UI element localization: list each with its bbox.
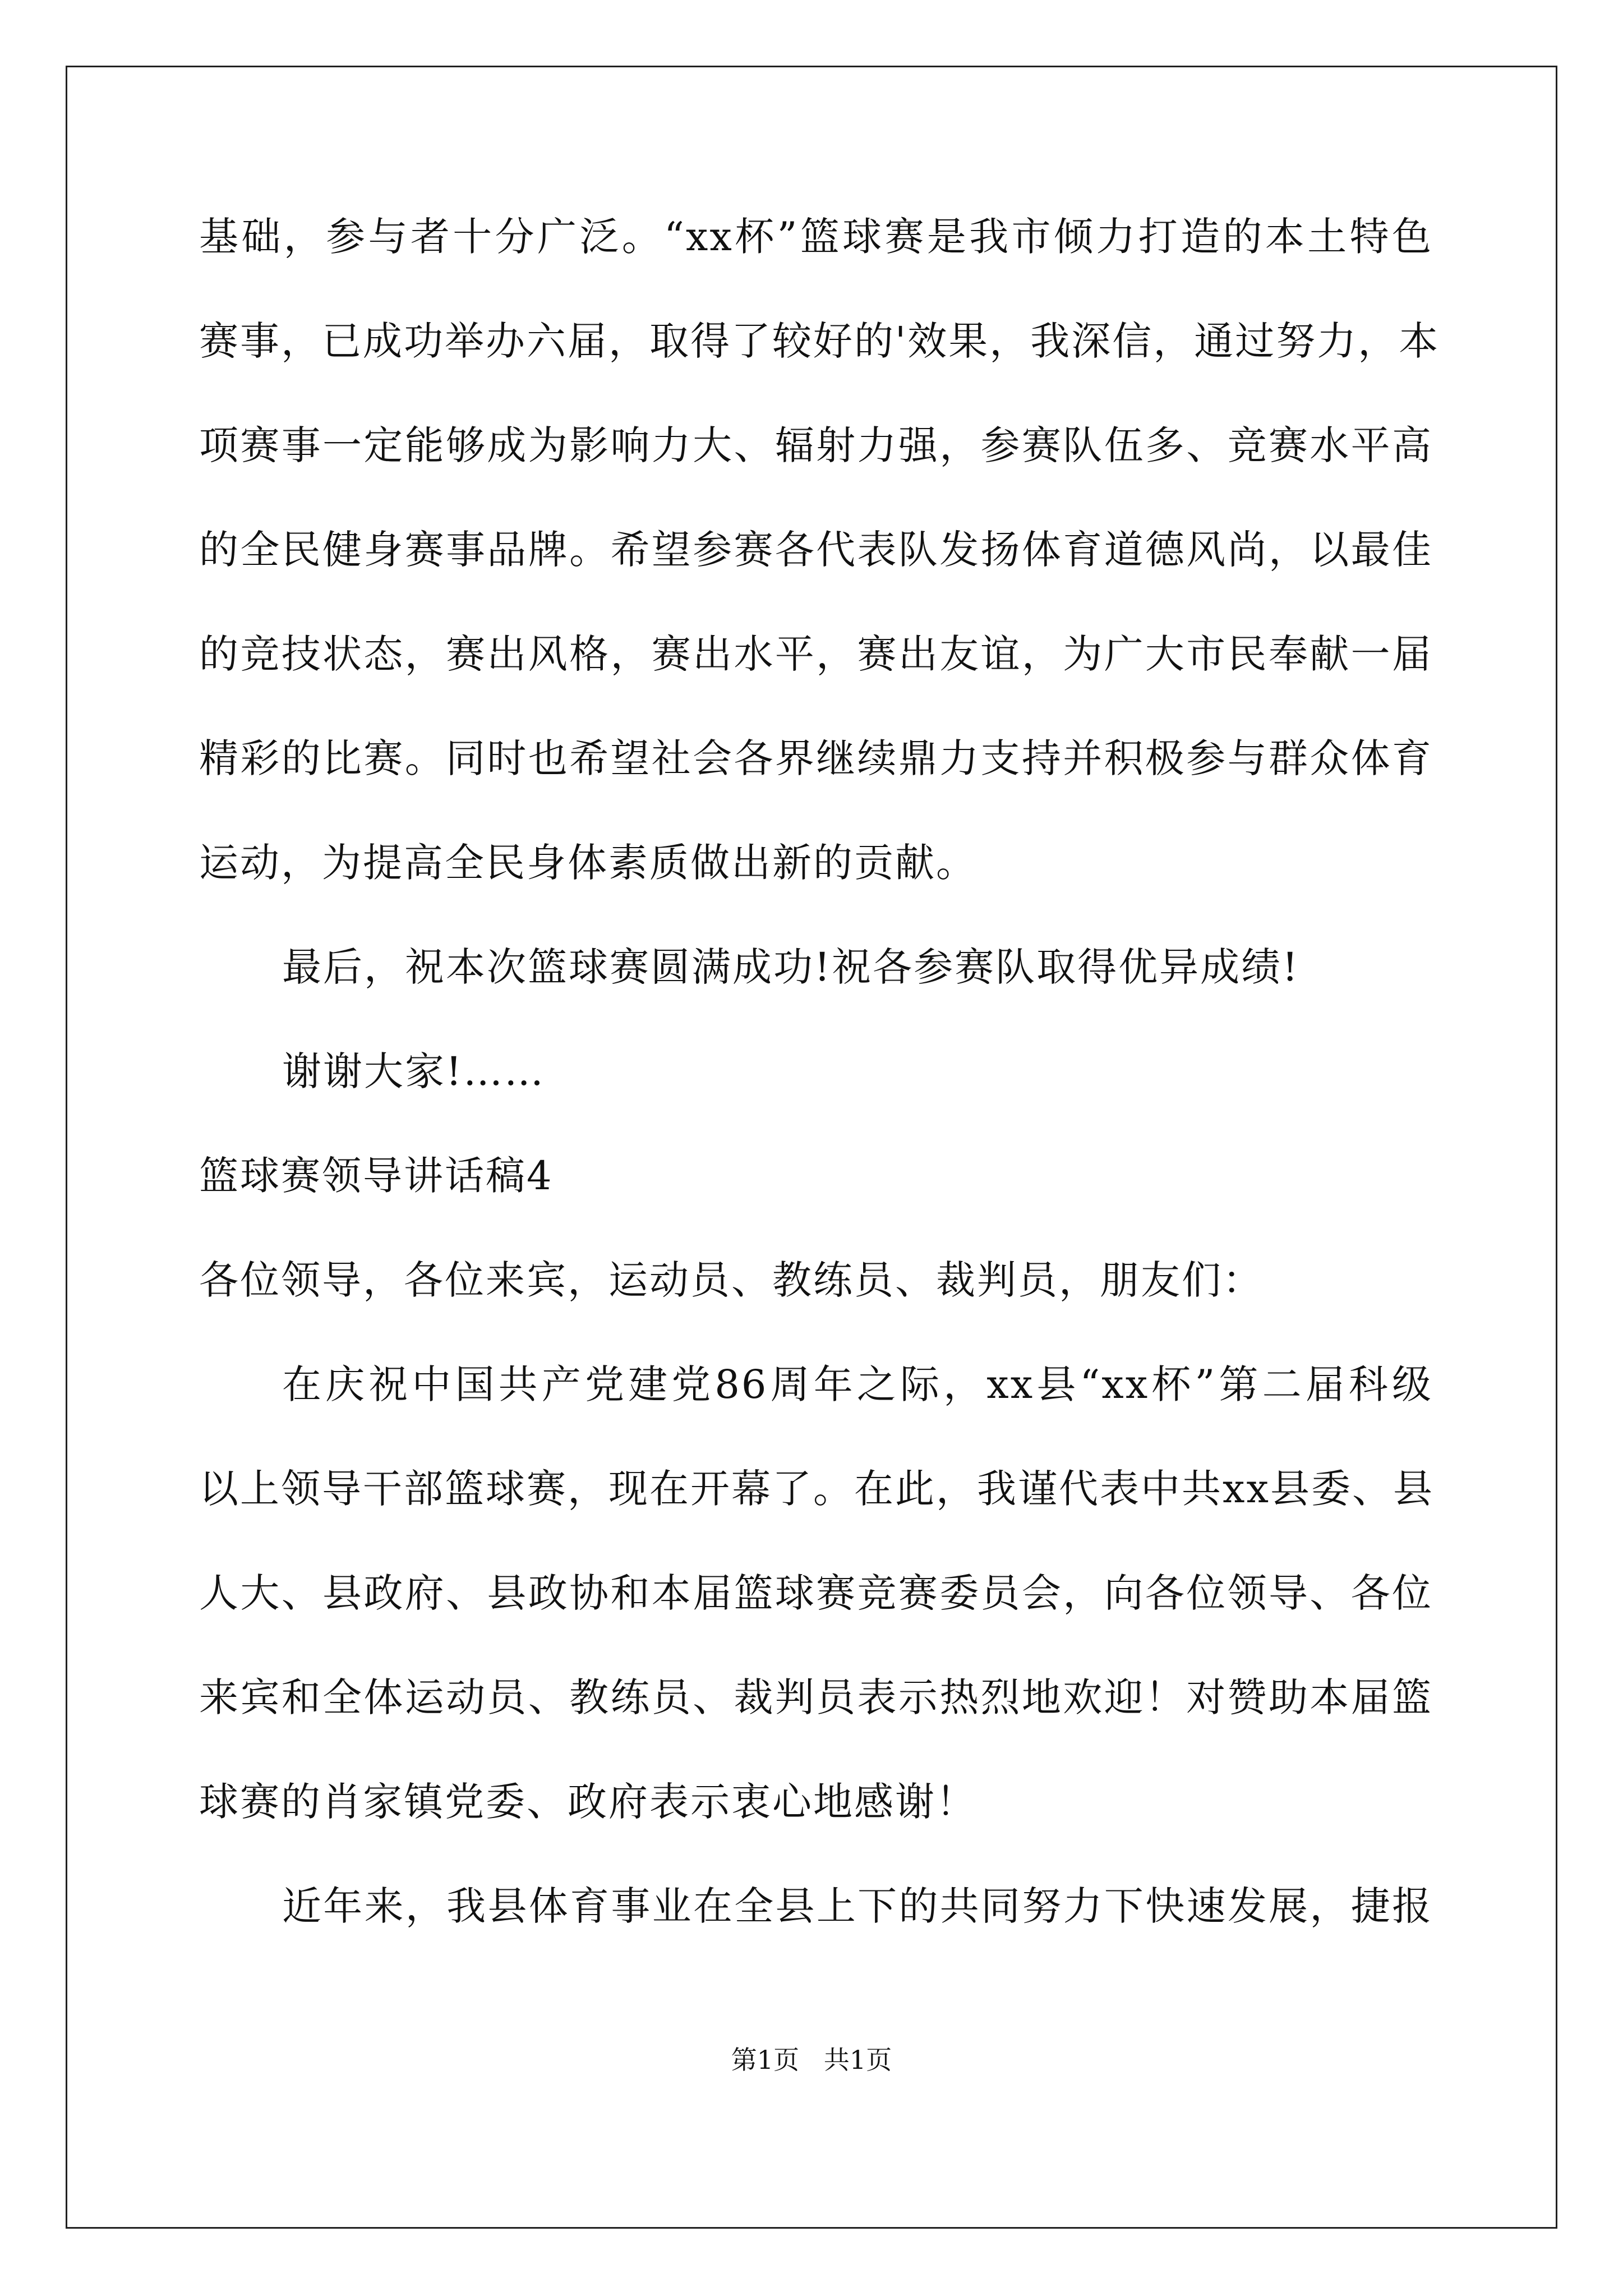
body-line: 以上领导干部篮球赛，现在开幕了。在此，我谨代表中共xx县委、县 [199,1466,1434,1512]
body-line: 精彩的比赛。同时也希望社会各界继续鼎力支持并积极参与群众体育 [199,735,1433,781]
salutation: 各位领导，各位来宾，运动员、教练员、裁判员，朋友们： [199,1257,1264,1303]
body-line: 谢谢大家!…… [282,1048,546,1094]
body-line: 最后，祝本次篮球赛圆满成功!祝各参赛队取得优异成绩! [282,944,1300,990]
body-line: 在庆祝中国共产党建党86周年之际，xx县“xx杯”第二届科级 [282,1361,1433,1407]
section-title: 篮球赛领导讲话稿4 [199,1153,554,1199]
body-line: 基础，参与者十分广泛。“xx杯”篮球赛是我市倾力打造的本土特色 [199,214,1433,260]
body-line: 运动，为提高全民身体素质做出新的贡献。 [199,840,977,886]
body-line: 近年来，我县体育事业在全县上下的共同努力下快速发展，捷报 [282,1883,1433,1929]
body-line: 的全民健身赛事品牌。希望参赛各代表队发扬体育道德风尚，以最佳 [199,527,1433,573]
page-footer: 第1页 共1页 [731,2045,892,2075]
body-line: 来宾和全体运动员、教练员、裁判员表示热烈地欢迎！对赞助本届篮 [199,1674,1433,1720]
body-line: 的竞技状态，赛出风格，赛出水平，赛出友谊，为广大市民奉献一届 [199,631,1433,677]
body-line: 球赛的肖家镇党委、政府表示衷心地感谢！ [199,1779,977,1825]
body-line: 赛事，已成功举办六届，取得了较好的'效果，我深信，通过努力，本 [199,318,1440,364]
body-line: 项赛事一定能够成为影响力大、辐射力强，参赛队伍多、竞赛水平高 [199,422,1433,468]
body-line: 人大、县政府、县政协和本届篮球赛竞赛委员会，向各位领导、各位 [199,1570,1433,1616]
